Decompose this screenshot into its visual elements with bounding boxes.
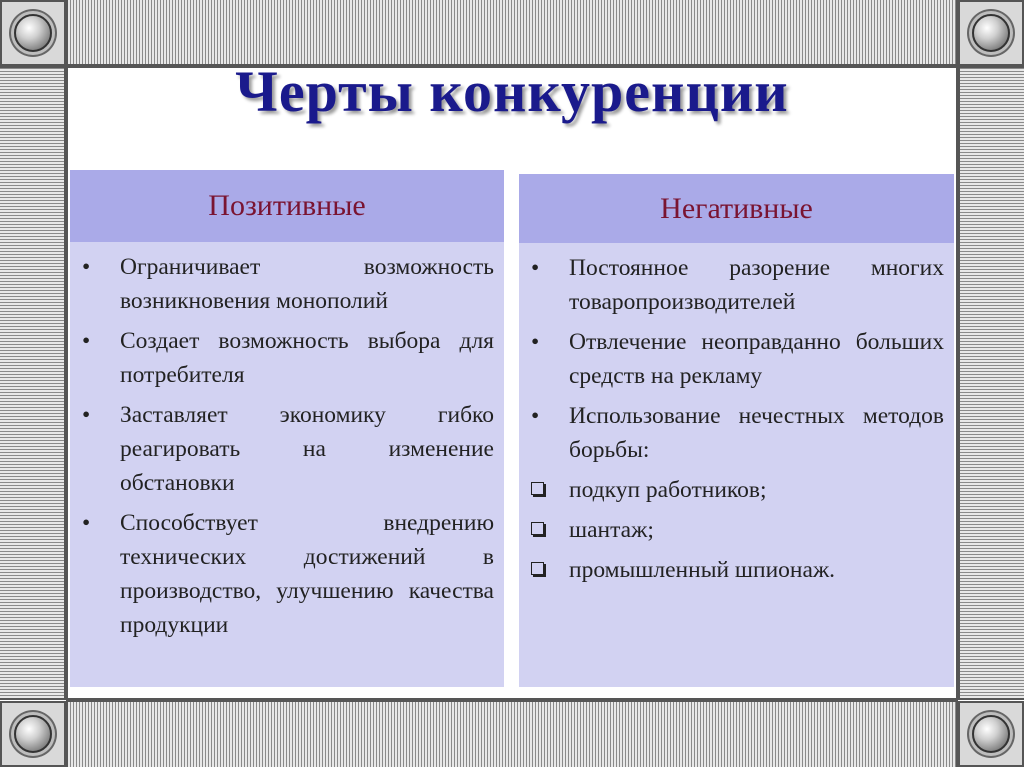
bullet-marker: • [82,510,91,536]
list-item-text: Заставляет экономику гибко реагировать на изменение обстановки [120,402,494,496]
positive-list [70,242,504,642]
frame-corner-top-left [0,0,66,66]
rivet-icon [972,14,1010,52]
frame-corner-bottom-right [958,701,1024,767]
frame-bottom-bar [66,700,958,767]
rivet-icon [14,14,52,52]
bullet-marker: • [531,329,540,355]
bullet-marker: • [82,328,91,354]
negative-list [519,243,954,587]
checkbox-icon [531,522,544,535]
frame-corner-bottom-left [0,701,66,767]
list-item-text: Создает возможность выбора для потребителя [120,328,494,388]
list-item [527,325,944,393]
negative-header: Негативные [519,174,954,243]
rivet-icon [14,715,52,753]
checkbox-icon [531,482,544,495]
list-item-text: шантаж; [569,517,654,543]
list-item [78,250,494,318]
list-item-text: Постоянное разорение многих товаропроизводителей [569,255,944,315]
bullet-marker: • [531,403,540,429]
bullet-marker: • [531,255,540,281]
list-item-text: промышленный шпионаж. [569,557,836,583]
list-item [527,251,944,319]
frame-right-bar [958,66,1024,700]
frame-left-bar [0,66,66,700]
bullet-marker: • [82,254,91,280]
frame-top-bar [66,0,958,66]
positive-column [70,170,504,687]
list-item-text: Ограничивает возможность возникновения монополий [120,254,494,314]
list-item [527,513,944,547]
positive-header: Позитивные [70,170,504,242]
bullet-marker: • [82,402,91,428]
rivet-icon [972,715,1010,753]
slide-title: Черты конкуренции [235,59,789,124]
list-item [78,324,494,392]
list-item [527,553,944,587]
checkbox-icon [531,562,544,575]
list-item-text: Использование нечестных методов борьбы: [569,403,944,463]
list-item [78,398,494,500]
list-item-text: Способствует внедрению технических достижений в производство, улучшению качества продукции [120,510,494,638]
list-item-text: Отвлечение неоправданно больших средств на рекламу [569,329,944,389]
negative-column [519,174,954,687]
list-item [78,506,494,642]
list-item [527,473,944,507]
frame-corner-top-right [958,0,1024,66]
list-item [527,399,944,467]
list-item-text: подкуп работников; [569,477,767,503]
